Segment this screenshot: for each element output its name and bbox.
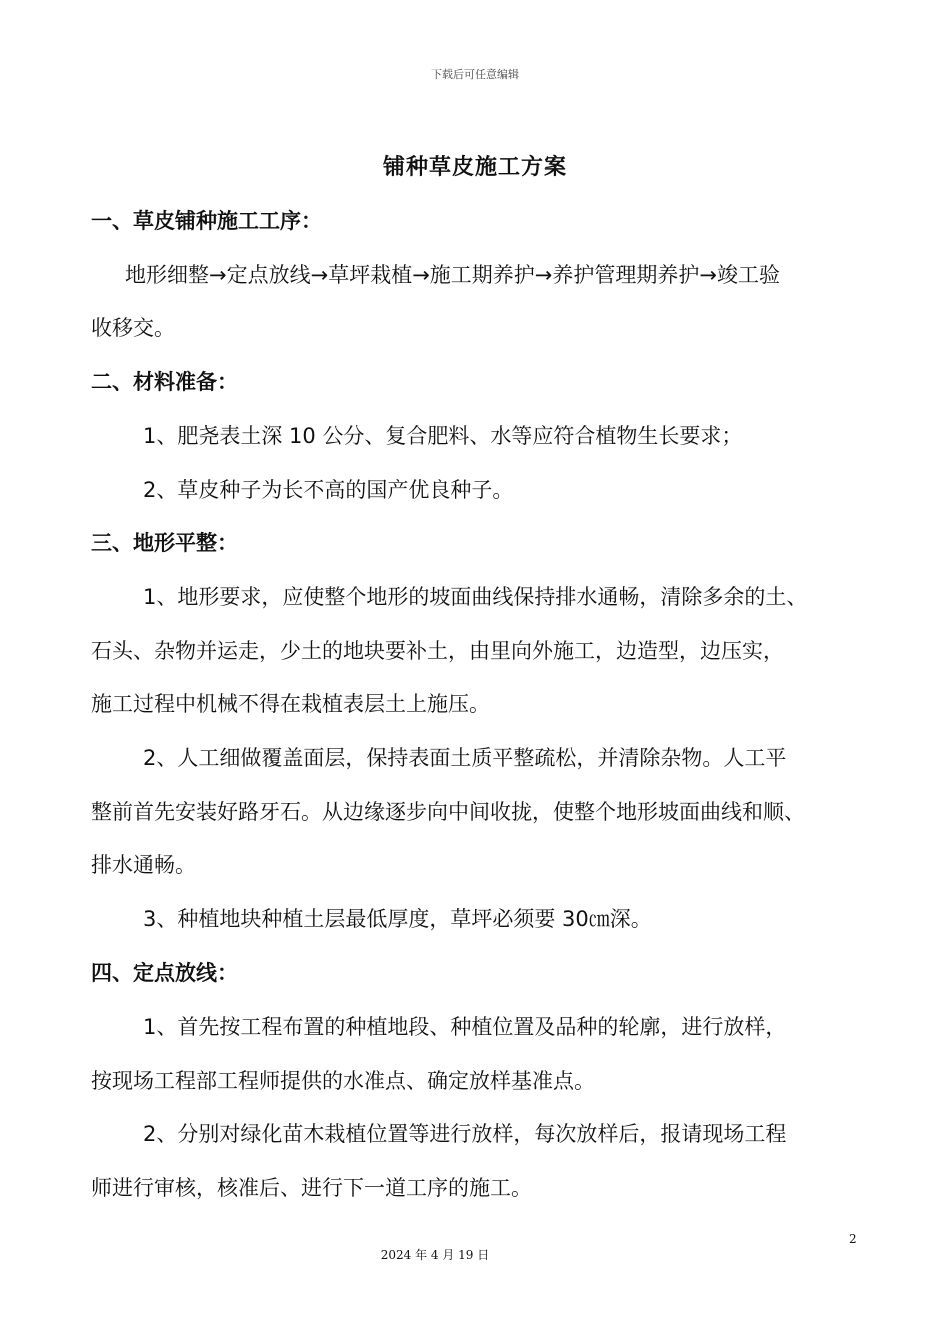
paragraph-line: 整前首先安装好路牙石。从边缘逐步向中间收拢，使整个地形坡面曲线和顺、 bbox=[91, 800, 805, 824]
paragraph-line: 1、首先按工程布置的种植地段、种植位置及品种的轮廓，进行放样， bbox=[143, 1015, 787, 1039]
page-number: 2 bbox=[849, 1232, 857, 1246]
section-heading-materials: 二、材料准备： bbox=[91, 370, 238, 394]
paragraph-line: 1、地形要求，应使整个地形的坡面曲线保持排水通畅，清除多余的土、 bbox=[143, 585, 808, 609]
section-heading-staking: 四、定点放线： bbox=[91, 961, 238, 985]
paragraph-line: 按现场工程部工程师提供的水准点、确定放样基准点。 bbox=[91, 1069, 595, 1093]
document-title: 铺种草皮施工方案 bbox=[382, 155, 567, 180]
paragraph-line: 地形细整→定点放线→草坪栽植→施工期养护→养护管理期养护→竣工验 bbox=[125, 263, 780, 287]
paragraph-line: 2、人工细做覆盖面层，保持表面土质平整疏松，并清除杂物。人工平 bbox=[143, 746, 787, 770]
paragraph-line: 2、分别对绿化苗木栽植位置等进行放样，每次放样后，报请现场工程 bbox=[143, 1122, 787, 1146]
section-heading-leveling: 三、地形平整： bbox=[91, 531, 238, 555]
footer-date: 2024 年 4 月 19 日 bbox=[380, 1248, 490, 1262]
paragraph-line: 1、肥尧表土深 10 公分、复合肥料、水等应符合植物生长要求； bbox=[143, 424, 743, 448]
paragraph-line: 师进行审核，核准后、进行下一道工序的施工。 bbox=[91, 1176, 532, 1200]
paragraph-line: 3、种植地块种植土层最低厚度，草坪必须要 30㎝深。 bbox=[143, 907, 652, 931]
paragraph-line: 排水通畅。 bbox=[91, 853, 196, 877]
paragraph-line: 施工过程中机械不得在栽植表层土上施压。 bbox=[91, 692, 490, 716]
paragraph-line: 石头、杂物并运走，少土的地块要补土，由里向外施工，边造型，边压实， bbox=[91, 639, 784, 663]
section-heading-procedure: 一、草皮铺种施工工序： bbox=[91, 209, 322, 233]
paragraph-line: 2、草皮种子为长不高的国产优良种子。 bbox=[143, 478, 514, 502]
header-note: 下载后可任意编辑 bbox=[431, 68, 519, 81]
paragraph-line: 收移交。 bbox=[91, 316, 175, 340]
